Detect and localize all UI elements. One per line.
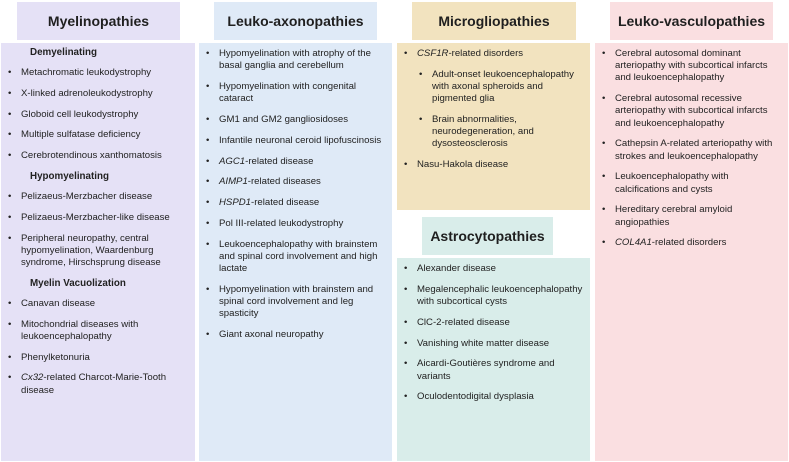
vacuolization-list	[1, 298, 195, 397]
list-item: • GM1 and GM2 gangliosidoses	[199, 114, 392, 126]
list-item: • Alexander disease	[397, 263, 590, 275]
microgliopathies-list	[397, 48, 590, 171]
leuko-vasculopathies-panel	[595, 43, 788, 461]
list-item: • Cerebral autosomal dominant arteriopathy with subcortical infarcts and leukoencephalopathy	[595, 48, 788, 85]
list-item: • Hereditary cerebral amyloid angiopathies	[595, 204, 788, 228]
item-text: -related disorders	[651, 237, 727, 249]
list-item: • Canavan disease	[1, 298, 195, 310]
list-item: • Nasu-Hakola disease	[397, 159, 590, 171]
hypomyelinating-list	[1, 191, 195, 269]
item-text: -related disease	[245, 155, 314, 167]
list-item: • Globoid cell leukodystrophy	[1, 109, 195, 121]
microgliopathies-header: Microgliopathies	[412, 2, 576, 40]
list-item: • Vanishing white matter disease	[397, 338, 590, 350]
list-item: • Aicardi-Goutières syndrome and variants	[397, 358, 590, 382]
list-item: • Leukoencephalopathy with brainstem and spinal cord involvement and high lactate	[199, 239, 392, 276]
astrocytopathies-panel	[397, 258, 590, 461]
list-item: • Giant axonal neuropathy	[199, 329, 392, 341]
gene-name: AGC1	[219, 155, 246, 167]
list-item-cx32	[1, 372, 195, 396]
list-item: • Multiple sulfatase deficiency	[1, 129, 195, 141]
gene-name: Cx32	[21, 372, 44, 384]
demyelinating-heading: Demyelinating	[30, 47, 97, 58]
leuko-vasculopathies-header: Leuko-vasculopathies	[610, 2, 773, 40]
gene-name: AIMP1	[219, 176, 248, 188]
list-item-hspd1	[199, 197, 392, 209]
gene-name: COL4A1	[615, 237, 652, 249]
list-item: • Leukoencephalopathy with calcifications and cysts	[595, 171, 788, 195]
list-item: • Mitochondrial diseases with leukoencephalopathy	[1, 319, 195, 343]
list-item: • X-linked adrenoleukodystrophy	[1, 88, 195, 100]
list-item: • Oculodentodigital dysplasia	[397, 391, 590, 403]
list-item: • Pol III-related leukodystrophy	[199, 218, 392, 230]
list-item: • Pelizaeus-Merzbacher-like disease	[1, 212, 195, 224]
sub-list-item: • Adult-onset leukoencephalopathy with axonal spheroids and pigmented glia	[397, 69, 590, 106]
list-item-aimp1	[199, 176, 392, 188]
list-item: • ClC-2-related disease	[397, 317, 590, 329]
list-item: • Cathepsin A-related arteriopathy with strokes and leukoencephalopathy	[595, 138, 788, 162]
gene-name: HSPD1	[219, 197, 251, 209]
microgliopathies-panel	[397, 43, 590, 210]
list-item: • Pelizaeus-Merzbacher disease	[1, 191, 195, 203]
astrocytopathies-header: Astrocytopathies	[422, 217, 553, 255]
list-item: • Metachromatic leukodystrophy	[1, 67, 195, 79]
leuko-axonopathies-header: Leuko-axonopathies	[214, 2, 377, 40]
sub-list-item: • Brain abnormalities, neurodegeneration, and dysosteosclerosis	[397, 114, 590, 151]
list-item: • Cerebrotendinous xanthomatosis	[1, 150, 195, 162]
list-item: • Infantile neuronal ceroid lipofuscinosis	[199, 135, 392, 147]
list-item: • Hypomyelination with congenital cataract	[199, 81, 392, 105]
astrocytopathies-list	[397, 263, 590, 404]
myelin-vacuolization-heading: Myelin Vacuolization	[30, 277, 126, 289]
leuko-vasculopathies-list	[595, 48, 788, 250]
list-item-col4a1	[595, 237, 788, 249]
item-text: -related disease	[251, 197, 320, 209]
list-item: • Hypomyelination with brainstem and spinal cord involvement and leg spasticity	[199, 284, 392, 321]
list-item: • Megalencephalic leukoencephalopathy with subcortical cysts	[397, 284, 590, 308]
list-item-agc1	[199, 156, 392, 168]
item-text: -related disorders	[448, 48, 524, 59]
list-item: • Cerebral autosomal recessive arteriopathy with subcortical infarcts and leukoencephalopathy	[595, 93, 788, 130]
item-text: -related Charcot-Marie-Tooth disease	[21, 372, 167, 396]
hypomyelinating-heading: Hypomyelinating	[30, 170, 109, 182]
myelinopathies-header: Myelinopathies	[17, 2, 180, 40]
list-item: • Hypomyelination with atrophy of the basal ganglia and cerebellum	[199, 48, 392, 72]
demyelinating-list	[1, 67, 195, 162]
gene-name: CSF1R	[417, 48, 449, 59]
myelinopathies-panel	[1, 43, 195, 461]
list-item: • Peripheral neuropathy, central hypomyelination, Waardenburg syndrome, Hirschsprung disease	[1, 233, 195, 270]
item-text: -related diseases	[247, 176, 321, 188]
leuko-axonopathies-list	[199, 48, 392, 341]
list-item-csf1r	[397, 48, 590, 60]
list-item: • Phenylketonuria	[1, 352, 195, 364]
leuko-axonopathies-panel	[199, 43, 392, 461]
